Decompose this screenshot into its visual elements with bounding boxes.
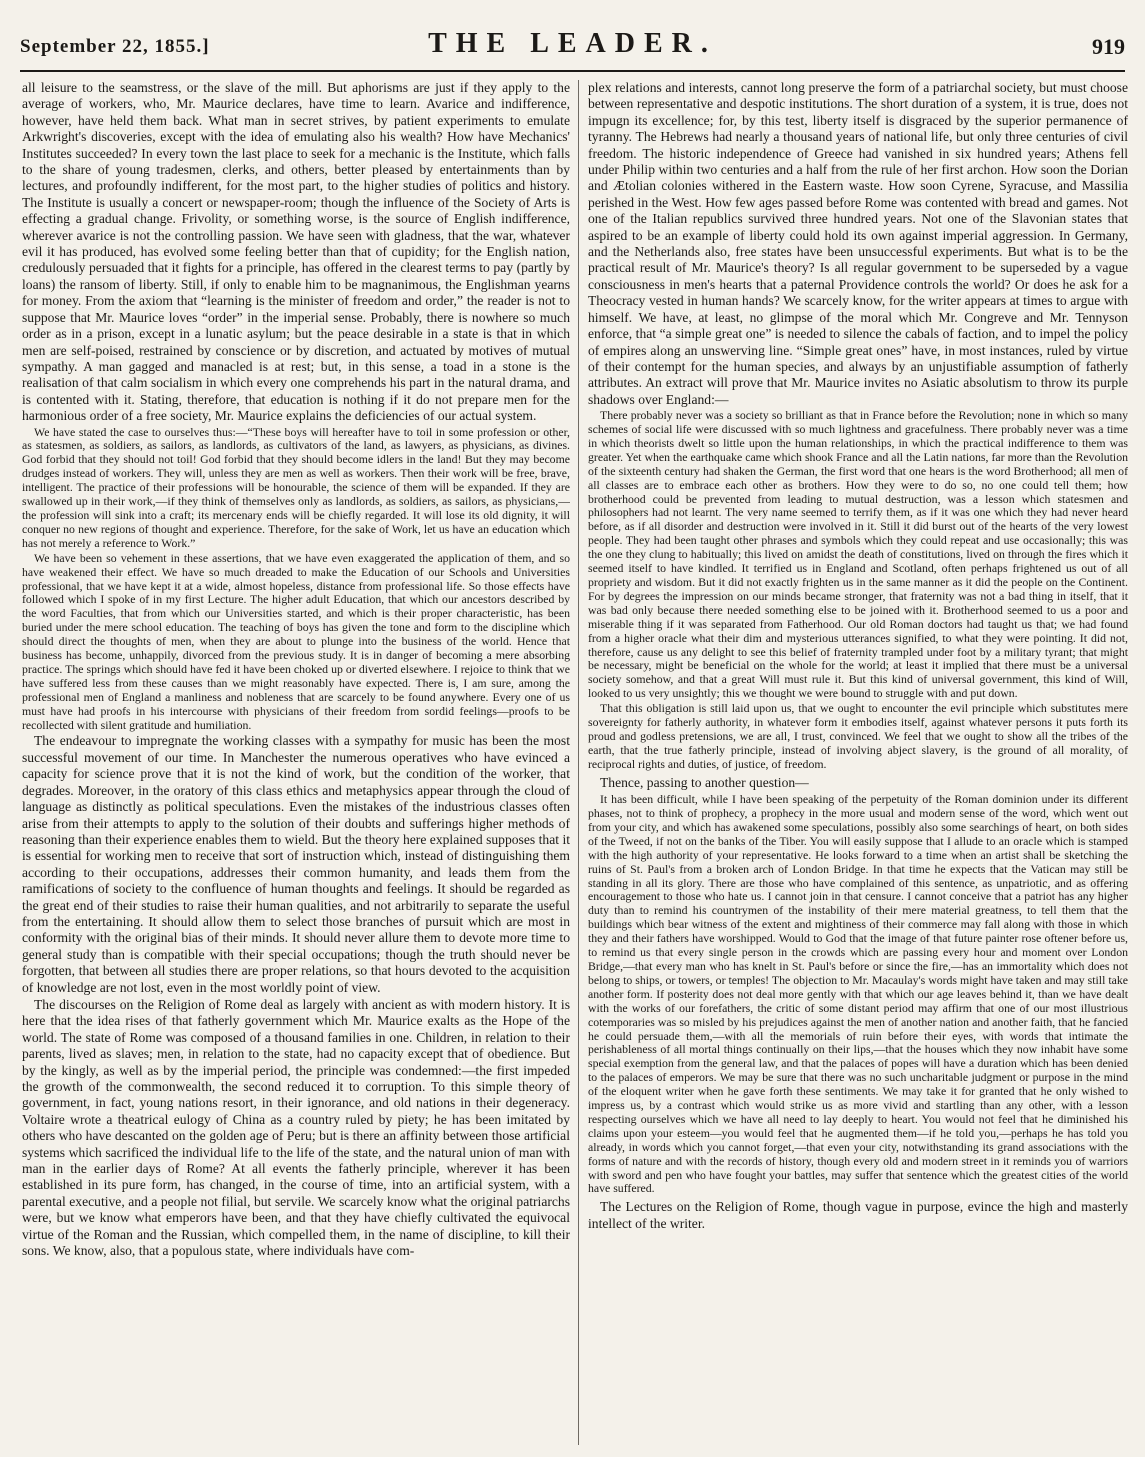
quoted-extract: We have stated the case to ourselves thus:—“These boys will hereafter have to toil in some profession or other, as statesmen, as soldiers, as sailors, as landlords, as cultivators of the land, as lawyers, as physicians, as divines. God forbid that they should not toil! God forbid that they should become idlers in the land! But they may become drudges instead of workers. They will, unless they are men as well as workers. Then their work will be free, brave, intelligent. The practice of their professions will be honourable, the science of them will be expanded. If they are swallowed up in their work,—if they think of themselves only as landlords, as soldiers, as sailors, as physicians,—the profession will sink into a craft; its mercenary ends will be chiefly regarded. It will lose its old dignity, it will conquer no new regions of thought and experience. Therefore, for the sake of Work, let us have an education which has not merely a reference to Work.” (22, 424, 570, 550)
article-paragraph: all leisure to the seamstress, or the slave of the mill. But aphorisms are just if they apply to the average of workers, who, Mr. Maurice declares, have time to learn. Avarice and indifference, however, have held them back. What man in secret strives, by patient experiments to emulate Arkwright's discoveries, except with the idea of emulating also his wealth? How have Mechanics' Institutes succeeded? In every town the last place to seek for a mechanic is the Institute, which falls to the share of young tradesmen, clerks, and others, better pleased by entertainments than by lectures, and profoundly indifferent, for the most part, to the higher studies of politics and history. The Institute is usually a concert or newspaper-room; though the influence of the Society of Arts is effecting a gradual change. Frivolity, or something worse, is the source of English indifference, wherever avarice is not the controlling passion. We have seen with gladness, that the war, whatever evil it has produced, has evolved some feeling better than that of cupidity; for the English nation, credulously persuaded that it fights for a principle, has offered in the clearest terms to pay (partly by loans) the ransom of liberty. Still, if only to enable him to be magnanimous, the Englishman yearns for money. From the axiom that “learning is the minister of freedom and order,” the reader is not to suppose that Mr. Maurice loves “order” in the imperial sense. Probably, there is nowhere so much order as in a prison, except in a lunatic asylum; but the peace desirable in a state is that in which men are self-poised, restrained by conscience or by discretion, and actuated by motives of mutual sympathy. A man gagged and manacled is at rest; but, in this sense, a toad in a stone is the realisation of that calm socialism in which every one comprehends his part in the natural drama, and is contented with it. Stating, therefore, that education is nothing if it do not prepare men for the harmonious order of a free society, Mr. Maurice explains the deficiencies of our actual system. (22, 80, 570, 424)
quoted-extract: We have been so vehement in these assertions, that we have even exaggerated the application of them, and so have weakened their effect. We have so much dreaded to make the Education of our Schools and Universities professional, that we have kept it at a wide, almost hopeless, distance from professional life. So those effects have followed which I spoke of in my first Lecture. The higher adult Education, that which our ancestors described by the word Faculties, that from which our Universities started, and which is their proper characteristic, has been buried under the mere school education. The teaching of boys has given the tone and form to the discipline which should direct the thoughts of men, when they are about to plunge into the business of the world. Hence that business has become, unhappily, divorced from the previous study. It is in danger of becoming a mere absorbing practice. The springs which should have fed it have been choked up or diverted elsewhere. I rejoice to think that we have suffered less from these causes than we might reasonably have expected. There is, I am sure, among the professional men of England a manliness and nobleness that are scarcely to be found anywhere. Every one of us must have had proofs in his intercourse with physicians of their freedom from sordid feelings—proofs to be recollected with silent gratitude and humiliation. (22, 550, 570, 732)
newspaper-title: THE LEADER. (428, 28, 717, 59)
quoted-extract: There probably never was a society so brilliant as that in France before the Revolution; none in which so many schemes of social life were discussed with so much lightness and gracefulness. There probably never was a time in which theorists dwelt so little upon the human relationships, in which the practical indifference to them was greater. Yet when the earthquake came which shook France and all the Latin nations, far more than the Revolution of the sixteenth century had shaken the German, the first word that one hears is the word Brotherhood; all men of all classes are to embrace each other as brothers. How they were to do so, no one could tell them; how brotherhood could be prevented from leading to mutual destruction, was a lesson which statesmen and philosophers had not learnt. The very name seemed to terrify them, as if it was one which they had never heard before, as if all disorder and destruction were involved in it. Still it did burst out of the hearts of the very lowest people. They had been taught other phrases and symbols which they could repeat and use occasionally; this was the one they clung to habitually; this lived on amidst the death of constitutions, lived on through the fires which it seemed itself to have kindled. It terrified us in England and Scotland, often perhaps frightened us out of all propriety and wisdom. But it did not exactly frighten us in the same manner as it did the people on the Continent. For by degrees the impression on our minds became stronger, that fraternity was not a bad thing in itself, that it was bad only because there needed something else to be joined with it. Brotherhood seemed to us a poor and miserable thing if it was separated from Fatherhood. Our old Roman doctors had taught us that; we had found from a higher oracle what their dim and mysterious utterances signified, to what they were pointing. It did not, therefore, cause us any delight to see this belief of fraternity trampled under foot by a military tyrant; that might be necessary, might be beneficial on the whole for the world; at least it implied that there must be a universal society somehow, and that a great Will must rule it. But this kind of universal government, this kind of Will, looked to us very unsightly; this we thought we were bound to struggle with and put down. (588, 408, 1128, 701)
quoted-extract: It has been difficult, while I have been speaking of the perpetuity of the Roman dominion under its different phases, not to think of prophecy, a prophecy in the more usual and modern sense of the word, which went out from your city, and which has awakened some speculations, possibly also some searchings of heart, on both sides of the Tweed, if not on the banks of the Tiber. You will easily suppose that I allude to an oracle which is stamped with the high authority of your representative. He looks forward to a time when an artist shall be sketching the ruins of St. Paul's from a broken arch of London Bridge. In that time he expects that the Vatican may still be standing in all its glory. There are those who have complained of this sentence, as unpatriotic, and as offering encouragement to those who hate us. I cannot join in that censure. I cannot conceive that a patriot has any higher duty than to remind his countrymen of the instability of their mere material greatness, to tell them that the buildings which bear witness of the extent and mightiness of their commerce may fall along with those in which they and their fathers have worshipped. Would to God that the image of that future painter rose oftener before us, to remind us that every single person in the crowds which are passing every hour and moment over London Bridge,—that every man who has knelt in St. Paul's before or since the fire,—has an immortality which does not belong to ships, or towers, or temples! The objection to Mr. Macaulay's words might have taken and may still take another form. If posterity does not deal more gently with that which our age leaves behind it, than we have dealt with the works of our forefathers, the critic of some distant period may affirm that one of our most illustrious cotemporaries was so misled by his prejudices against the men of another nation and another faith, that he fancied he could persuade them,—with all the memorials of ruin before their eyes, with words that intimate the perishableness of all mortal things continually on their lips,—that the houses which they now inhabit have some special exemption from the general law, and that the palaces of popes will have a duration which has been denied to the palaces of emperors. We may be sure that there was no such uncharitable judgment or purpose in the mind of the eloquent writer when he gave forth these sentiments. We may take it for granted that he only wished to impress us, by a contrast which would strike us as more vivid and startling than any other, with a lesson respecting ourselves which we have all need to lay deeply to heart. You would not feel that he diminished his claims upon your esteem—you would feel that he augmented them—if he told you,—perhaps he has told you already, in words which you cannot forget,—that even your city, notwithstanding its grand associations with the forms of nature and with the records of history, though every old and modern street in it reminds you of warriors with sword and pen who have fought your battles, may suffer that sentence which the greatest cities of the world have suffered. (588, 792, 1128, 1196)
masthead (20, 10, 1125, 68)
quoted-extract: That this obligation is still laid upon us, that we ought to encounter the evil principle which substitutes mere sovereignty for fatherly authority, in whatever form it embodies itself, against whatever persons it puts forth its proud and godless pretensions, we are all, I trust, convinced. We feel that we ought to show all the tribes of the earth, that the true fatherly principle, instead of involving abject slavery, is the ground of all morality, of reciprocal rights and duties, of justice, of freedom. (588, 701, 1128, 771)
article-paragraph: The discourses on the Religion of Rome deal as largely with ancient as with modern history. It is here that the idea rises of that fatherly government which Mr. Maurice exalts as the Hope of the world. The state of Rome was composed of a thousand families in one. Children, in relation to their parents, lived as slaves; men, in relation to the state, had no capacity except that of obedience. But by the kingly, as well as by the imperial period, the principle was condemned:—the first impeded the growth of the commonwealth, the second reduced it to corruption. To this simple theory of government, in fact, young nations resort, in their ignorance, and old nations in their degeneracy. Voltaire wrote a theatrical eulogy of China as a country ruled by piety; he has been imitated by others who have descanted on the golden age of Peru; but is there an affinity between those artificial systems which sacrificed the individual life to the life of the state, and the natural union of man with man in the earlier days of Rome? At all events the fatherly principle, wherever it has been established in its pure form, has changed, in the course of time, into an artificial system, with a parental executive, and a people not filial, but servile. We scarcely know what the original patriarchs were, but we know what emperors have been, and that they have chiefly cultivated the equivocal virtue of the Roman and the Russian, which compelled them, in the name of discipline, to kill their sons. We know, also, that a populous state, where individuals have com- (22, 996, 570, 1259)
page-number: 919 (1092, 34, 1125, 59)
article-paragraph: The Lectures on the Religion of Rome, though vague in purpose, evince the high and masterly intellect of the writer. (588, 1199, 1128, 1231)
column-divider (578, 80, 579, 1445)
issue-date: September 22, 1855.] (20, 36, 210, 57)
article-paragraph: plex relations and interests, cannot long preserve the form of a patriarchal society, but must choose between representative and despotic institutions. The short duration of a system, it is true, does not impugn its excellence; for, by this test, liberty itself is disgraced by the superior permanence of tyranny. The Hebrews had nearly a thousand years of national life, but only three centuries of civil freedom. The historic independence of Greece had vanished in six hundred years; Athens fell under Philip within two centuries and a half from the rule of her first archon. How soon the Dorian and Ætolian colonies withered in the Eastern waste. How soon Cyrene, Syracuse, and Massilia perished in the West. How few ages passed before Rome was contented with bread and games. Not one of the Italian republics survived three hundred years. Not one of the Slavonian states that aspired to be an example of liberty could hold its own against imperial aggression. In Germany, and the Netherlands also, free states have been unsuccessful experiments. But what is to be the practical result of Mr. Maurice's theory? Is all regular government to be superseded by a vague consciousness in men's hearts that a paternal Providence controls the world? Or does he ask for a Theocracy vested in human hands? We scarcely know, for the writer appears at times to argue with himself. We have, at least, no glimpse of the moral which Mr. Congreve and Mr. Tennyson enforce, that “a simple great one” is needed to silence the cabals of faction, and to impel the policy of empires along an unswerving line. “Simple great ones” have, in most instances, ruled by virtue of their contempt for the human species, and always by an unjustifiable assumption of fatherly attributes. An extract will prove that Mr. Maurice invites no Asiatic absolutism to throw its purple shadows over England:— (588, 80, 1128, 407)
article-paragraph: Thence, passing to another question— (600, 774, 809, 790)
left-column (22, 80, 570, 1447)
masthead-rule (20, 70, 1125, 72)
article-paragraph: The endeavour to impregnate the working classes with a sympathy for music has been the most successful movement of our time. In Manchester the numerous operatives who have evinced a capacity for science prove that it is not the kind of work, but the condition of the worker, that degrades. Moreover, in the oratory of this class ethics and metaphysics appear through the cloud of language as distinctly as political speculations. Even the mistakes of the industrious classes often arise from their attempts to apply to the solution of their doubts and sufferings higher methods of reasoning than their experience enables them to wield. But the theory here explained supposes that it is essential for working men to receive that sort of instruction which, instead of distinguishing them according to their occupations, addresses their common humanity, and leads them from the ramifications of society to the confluence of human thoughts and feelings. It should be regarded as the great end of their studies to raise their human qualities, and not arbitrarily to separate the useful from the entertaining. It should allow them to select those branches of pursuit which are most in conformity with the original bias of their minds. It should never allure them to devote more time to general study than is compatible with their special occupations; though the truth should never be forgotten, that between all studies there are proper relations, so that hours devoted to the acquisition of knowledge are not lost, even in the most worldly point of view. (22, 733, 570, 995)
right-column (588, 80, 1128, 1447)
